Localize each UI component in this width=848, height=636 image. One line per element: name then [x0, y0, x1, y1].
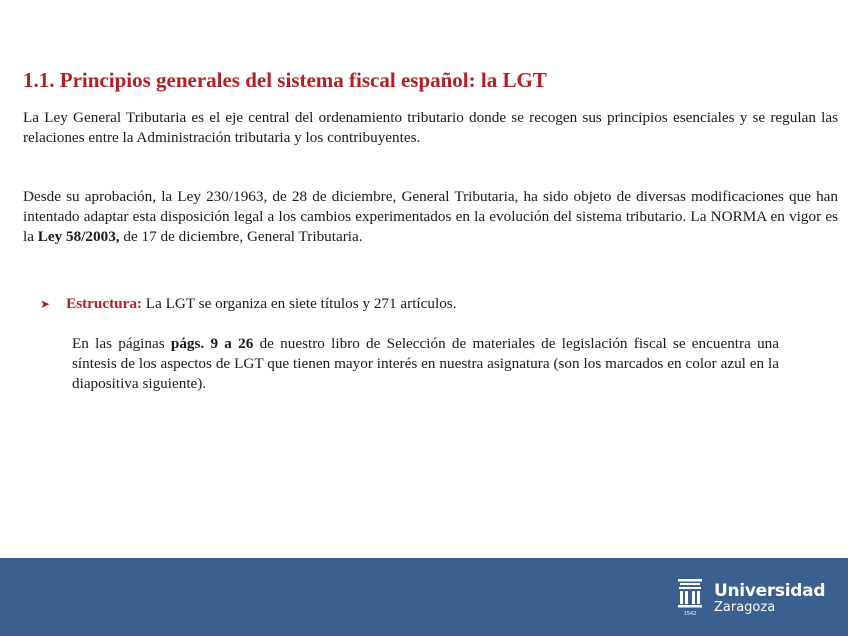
structure-bullet	[40, 294, 457, 314]
arrow-bullet-icon: ➤	[40, 297, 51, 311]
history-paragraph: Desde su aprobación, la Ley 230/1963, de 28 de diciembre, General Tributaria, ha sido objeto de diversas modificaciones que han intentado adaptar esta disposición legal a los cambios experimentados en la evolución del sistema tributario. La NORMA en vigor es la Ley 58/2003, de 17 de diciembre, General Tributaria.	[23, 188, 838, 245]
logo-city: Zaragoza	[714, 599, 776, 615]
pages-paragraph: En las páginas págs. 9 a 26 de nuestro libro de Selección de materiales de legislación fiscal se encuentra una síntesis de los aspectos de LGT que tienen mayor interés en nuestra asignatura (son los marcados en color azul en la diapositiva siguiente).	[72, 335, 779, 392]
law-reference: Ley 58/2003,	[37, 228, 120, 245]
structure-label: Estructura:	[66, 295, 142, 312]
university-logo	[676, 578, 825, 618]
logo-mark-text: 1542	[683, 611, 697, 617]
pages-reference: págs. 9 a 26	[170, 335, 254, 352]
slide-title: 1.1. Principios generales del sistema fiscal español: la LGT	[23, 68, 547, 92]
university-building-icon	[676, 578, 704, 618]
intro-paragraph: La Ley General Tributaria es el eje central del ordenamiento tributario donde se recogen sus principios esenciales y se regulan las relaciones entre la Administración tributaria y los contribuyentes.	[23, 109, 838, 146]
logo-name: Universidad	[714, 580, 826, 601]
structure-text: La LGT se organiza en siete títulos y 271 artículos.	[142, 295, 457, 312]
